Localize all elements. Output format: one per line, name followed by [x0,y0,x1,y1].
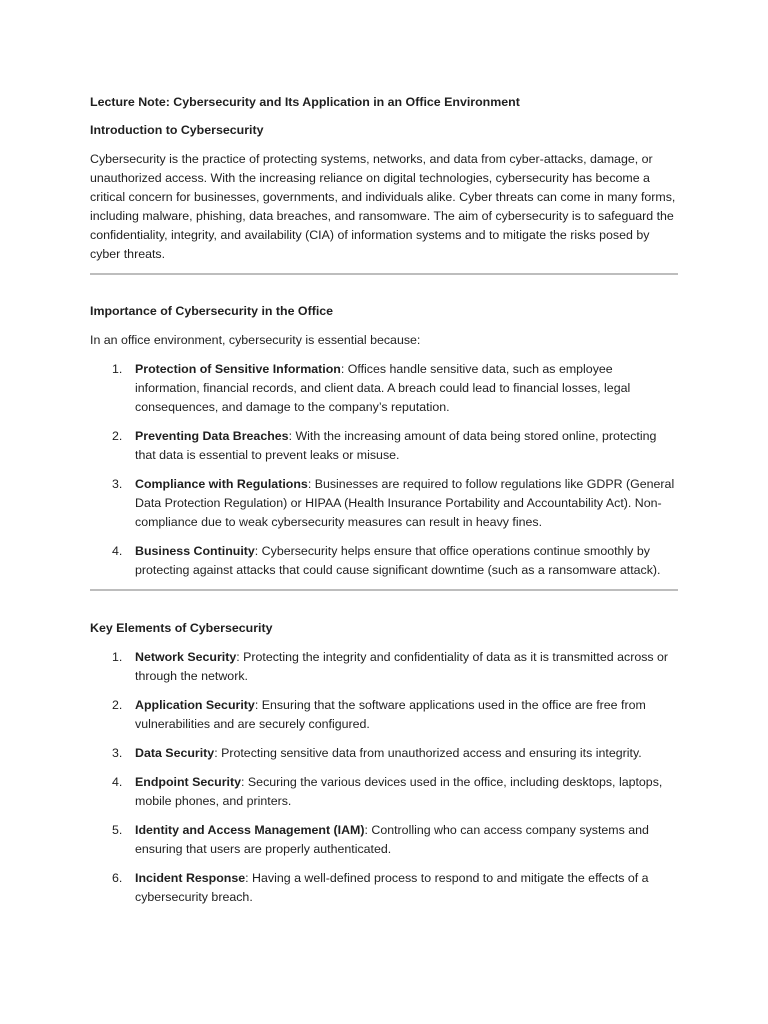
list-number: 3. [112,746,123,760]
list-number: 6. [112,871,123,885]
key-elements-list [90,648,680,917]
list-number: 5. [112,823,123,837]
list-term: Compliance with Regulations [135,477,308,491]
list-item [90,696,680,734]
list-text: : Ensuring that the software applications used in the office are free from vulnerabilities and are securely configured. [135,698,646,731]
list-term: Business Continuity [135,544,255,558]
intro-paragraph: Cybersecurity is the practice of protecting systems, networks, and data from cyber-attacks, damage, or unauthorized access. With the increasing reliance on digital technologies, cybersecurity has become a critical concern for businesses, governments, and individuals alike. Cyber threats can come in many forms, including malware, phishing, data breaches, and ransomware. The aim of cybersecurity is to safeguard the confidentiality, integrity, and availability (CIA) of information systems and to mitigate the risks posed by cyber threats. [90,152,676,261]
list-text: : Having a well-defined process to respond to and mitigate the effects of a cybersecurity breach. [135,871,649,904]
importance-lead: In an office environment, cybersecurity is essential because: [90,333,421,347]
list-item [90,360,680,417]
list-text: : With the increasing amount of data being stored online, protecting that data is essential to prevent leaks or misuse. [135,429,657,462]
list-item [90,773,680,811]
importance-list [90,360,680,590]
list-text: : Controlling who can access company systems and ensuring that users are properly authenticated. [135,823,649,856]
document-title: Lecture Note: Cybersecurity and Its Application in an Office Environment [90,95,520,109]
list-item [90,542,680,580]
list-term: Incident Response [135,871,246,885]
list-term: Preventing Data Breaches [135,429,289,443]
list-item [90,869,680,907]
list-term: Data Security [135,746,215,760]
list-number: 4. [112,775,123,789]
list-item [90,744,680,763]
list-term: Application Security [135,698,255,712]
list-term: Protection of Sensitive Information [135,362,341,376]
list-text: : Securing the various devices used in the office, including desktops, laptops, mobile phones, and printers. [135,775,663,808]
list-item [90,475,680,532]
list-text: : Cybersecurity helps ensure that office operations continue smoothly by protecting against attacks that could cause significant downtime (such as a ransomware attack). [135,544,661,577]
list-term: Network Security [135,650,237,664]
list-number: 1. [112,362,123,376]
list-number: 2. [112,429,123,443]
list-term: Endpoint Security [135,775,242,789]
list-item [90,648,680,686]
list-number: 4. [112,544,123,558]
section-divider [90,273,678,275]
list-text: : Offices handle sensitive data, such as employee information, financial records, and client data. A breach could lead to financial losses, legal consequences, and damage to the company’s reputation. [135,362,631,414]
list-text: : Businesses are required to follow regulations like GDPR (General Data Protection Regulation) or HIPAA (Health Insurance Portability and Accountability Act). Non-compliance due to weak cybersecurity measures can result in heavy fines. [135,477,675,529]
section-divider [90,589,678,591]
key-elements-heading: Key Elements of Cybersecurity [90,621,273,635]
importance-heading: Importance of Cybersecurity in the Office [90,304,334,318]
list-term: Identity and Access Management (IAM) [135,823,365,837]
list-text: : Protecting the integrity and confidentiality of data as it is transmitted across or through the network. [135,650,669,683]
intro-heading: Introduction to Cybersecurity [90,123,264,137]
list-item [90,427,680,465]
list-item [90,821,680,859]
list-number: 1. [112,650,123,664]
list-text: : Protecting sensitive data from unauthorized access and ensuring its integrity. [214,746,642,760]
list-number: 2. [112,698,123,712]
list-number: 3. [112,477,123,491]
